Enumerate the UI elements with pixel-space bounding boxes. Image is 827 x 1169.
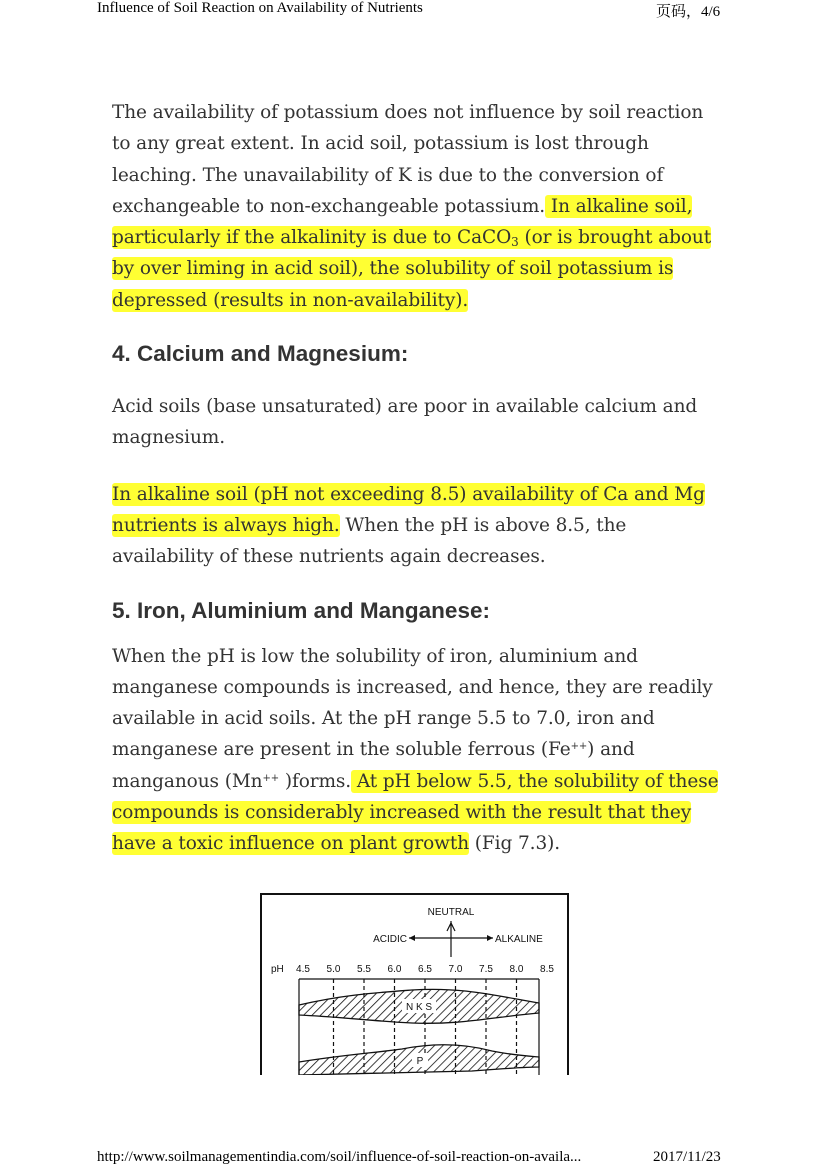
- text-line: to any great extent. In acid soil, potassium is lost through: [112, 133, 649, 155]
- left-arrow-icon: [409, 935, 415, 941]
- text-line: Acid soils (base unsaturated) are poor in available calcium and: [112, 396, 698, 418]
- ph-axis-label: pH: [271, 964, 284, 975]
- highlighted-text: In alkaline soil,: [545, 195, 693, 217]
- section-heading-iron: 5. Iron, Aluminium and Manganese:: [112, 597, 490, 623]
- text-span: )forms.: [279, 770, 352, 792]
- text-span: particularly if the alkalinity is due to CaCO: [112, 227, 512, 249]
- text-line: [112, 828, 722, 859]
- article-body: [112, 97, 722, 860]
- text-line: [112, 253, 722, 284]
- highlighted-text: [112, 226, 711, 249]
- text-span: (or is brought about: [518, 227, 712, 249]
- text-line: availability of these nutrients again decreases.: [112, 546, 546, 568]
- page-number: 页码，4/6: [656, 4, 721, 20]
- text-span: manganous (Mn: [112, 770, 263, 792]
- p-label: P: [416, 1056, 424, 1067]
- highlighted-text: nutrients is always high.: [112, 514, 340, 536]
- highlighted-text: In alkaline soil (pH not exceeding 8.5) availability of Ca and Mg: [112, 483, 705, 505]
- text-line: [112, 222, 722, 253]
- highlighted-text: depressed (results in non-availability).: [112, 289, 469, 311]
- acidic-label: ACIDIC: [373, 934, 407, 945]
- text-span: manganese are present in the soluble ferrous (Fe: [112, 739, 571, 761]
- text-line: manganese compounds is increased, and hence, they are readily: [112, 676, 713, 698]
- footer-url: http://www.soilmanagementindia.com/soil/influence-of-soil-reaction-on-availa...: [97, 1149, 582, 1165]
- figure-svg: [262, 895, 567, 1075]
- calcium-paragraph-2: [112, 479, 722, 573]
- text-line: [112, 766, 722, 797]
- ph-tick-label: 8.0: [509, 964, 524, 975]
- text-line: leaching. The unavailability of K is due to the conversion of: [112, 164, 664, 186]
- superscript: ++: [262, 772, 280, 784]
- potassium-paragraph: [112, 97, 722, 316]
- text-line: [112, 479, 722, 510]
- ph-tick-label: 5.5: [357, 964, 371, 975]
- highlighted-text: At pH below 5.5, the solubility of these: [351, 770, 719, 792]
- highlighted-text: by over liming in acid soil), the solubility of soil potassium is: [112, 258, 674, 280]
- text-line: [112, 285, 722, 316]
- text-line: [112, 510, 722, 541]
- right-arrow-icon: [487, 935, 493, 941]
- text-span: ) and: [587, 739, 635, 761]
- text-line: When the pH is low the solubility of iron, aluminium and: [112, 645, 638, 667]
- ph-tick-label: 7.5: [479, 964, 493, 975]
- ph-tick-label: 5.0: [326, 964, 341, 975]
- text-span: (Fig 7.3).: [469, 833, 561, 855]
- superscript: ++: [570, 741, 588, 753]
- text-line: magnesium.: [112, 427, 226, 449]
- ph-tick-label: 6.0: [387, 964, 402, 975]
- neutral-label: NEUTRAL: [427, 907, 475, 918]
- footer-date: 2017/11/23: [653, 1149, 721, 1165]
- ph-tick-label: 8.5: [540, 964, 554, 975]
- highlighted-text: compounds is considerably increased with the result that they: [112, 802, 692, 824]
- text-span: When the pH is above 8.5, the: [339, 514, 627, 536]
- ph-tick-label: 7.0: [448, 964, 463, 975]
- iron-paragraph: [112, 641, 722, 860]
- ph-tick-labels: [296, 964, 554, 975]
- ph-tick-label: 6.5: [418, 964, 432, 975]
- text-line: [112, 797, 722, 828]
- section-heading-calcium: 4. Calcium and Magnesium:: [112, 341, 409, 367]
- subscript: 3: [511, 235, 519, 250]
- text-line: [112, 734, 722, 765]
- text-line: available in acid soils. At the pH range 5.5 to 7.0, iron and: [112, 708, 655, 730]
- alkaline-label: ALKALINE: [495, 934, 543, 945]
- text-line: [112, 191, 722, 222]
- text-line: The availability of potassium does not influence by soil reaction: [112, 102, 704, 123]
- nks-label: N K S: [405, 1002, 433, 1013]
- ph-availability-figure: [260, 893, 569, 1075]
- ph-tick-label: 4.5: [296, 964, 310, 975]
- calcium-paragraph-1: [112, 391, 722, 454]
- highlighted-text: have a toxic influence on plant growth: [112, 833, 470, 855]
- text-span: exchangeable to non-exchangeable potassium.: [112, 195, 546, 217]
- header-title: Influence of Soil Reaction on Availability of Nutrients: [97, 0, 423, 16]
